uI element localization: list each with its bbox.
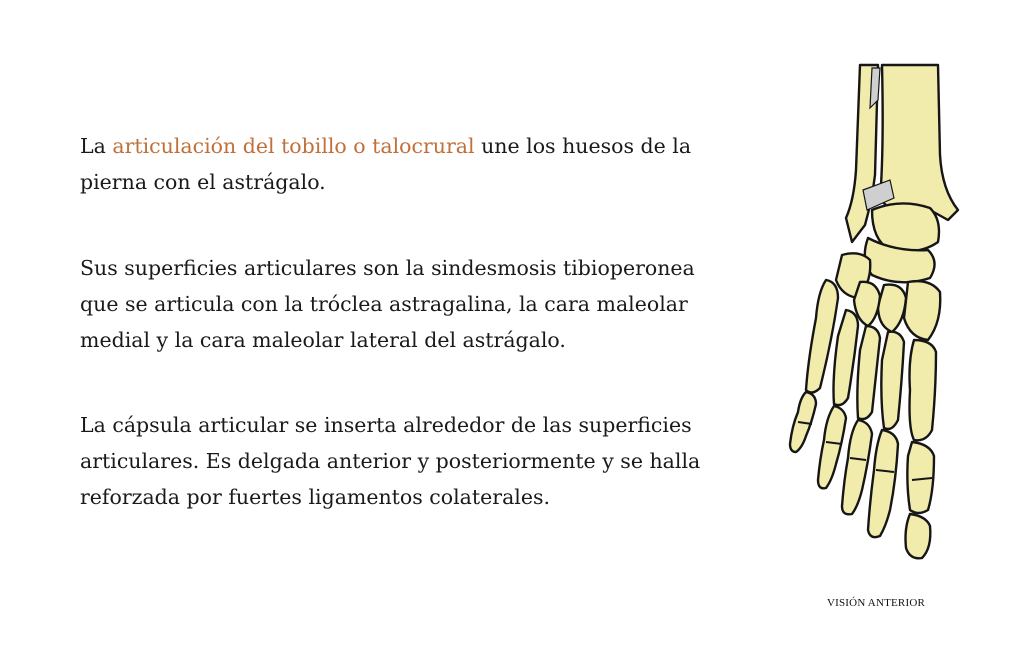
foot-bones-drawing bbox=[780, 60, 960, 570]
interosseous-membrane bbox=[870, 68, 880, 108]
intro-lead: La bbox=[80, 134, 113, 158]
paragraph-intro bbox=[80, 128, 705, 200]
toe-3-phalanges bbox=[842, 420, 872, 514]
body-text bbox=[80, 128, 705, 564]
figure-caption: VISIÓN ANTERIOR bbox=[826, 597, 926, 609]
cuneiform-medial bbox=[904, 281, 940, 340]
intro-rest: une los huesos de la pierna con el astrágalo. bbox=[80, 134, 692, 194]
metatarsal-3 bbox=[857, 326, 880, 419]
paragraph-surfaces: Sus superficies articulares son la sindesmosis tibioperonea que se articula con la tróclea astragalina, la cara maleolar medial y la cara maleolar lateral del astrágalo. bbox=[80, 256, 695, 352]
metatarsal-1 bbox=[910, 340, 937, 440]
toe-4-phalanges bbox=[818, 406, 846, 488]
paragraph-capsule: La cápsula articular se inserta alrededor de las superficies articulares. Es delgada anterior y posteriormente y se halla reforzada por fuertes ligamentos colaterales. bbox=[80, 413, 701, 509]
hallux-distal bbox=[906, 514, 931, 558]
foot-skeleton-illustration bbox=[780, 60, 960, 570]
highlight-term: articulación del tobillo o talocrural bbox=[112, 134, 475, 158]
metatarsal-4 bbox=[834, 310, 859, 405]
metatarsal-2 bbox=[881, 332, 904, 429]
toe-2-phalanges bbox=[868, 430, 898, 537]
cuneiform-middle bbox=[878, 285, 906, 332]
